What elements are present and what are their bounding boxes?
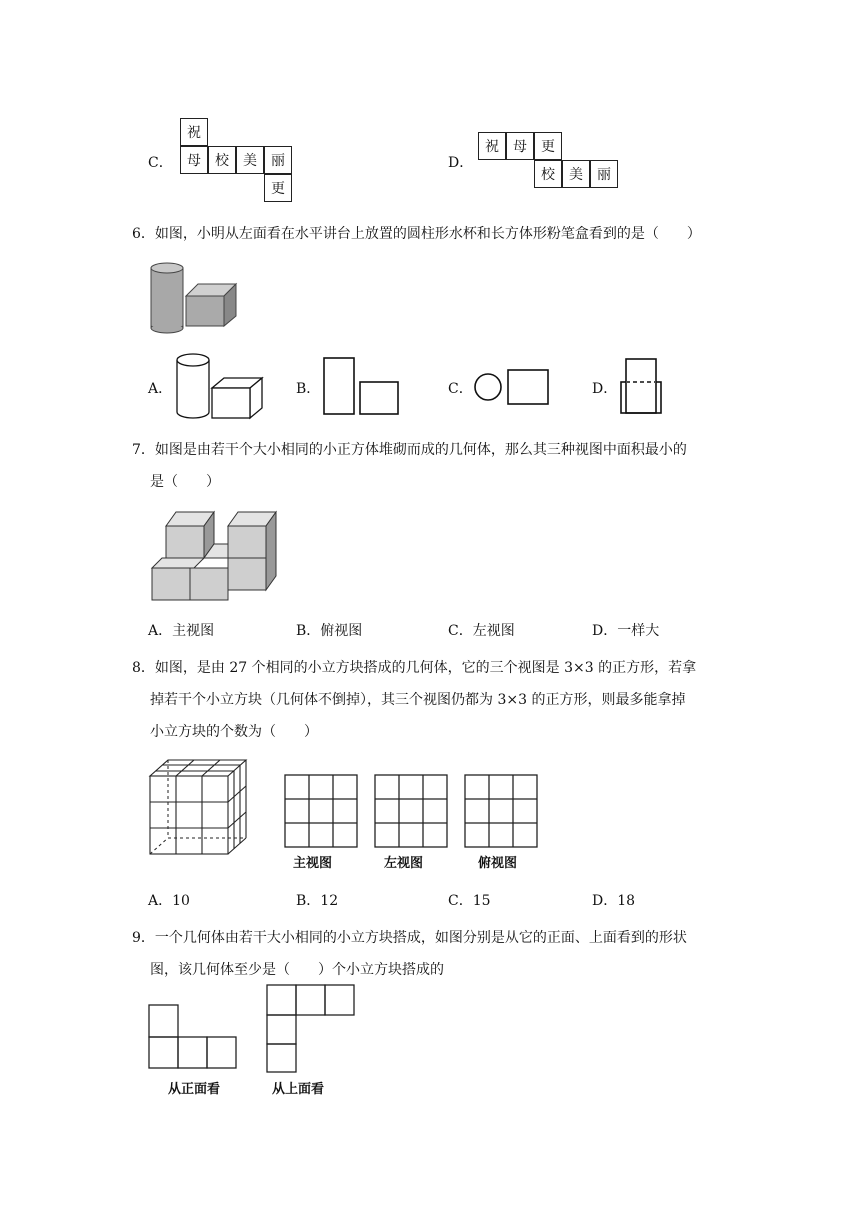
q8-cube-figure — [146, 758, 252, 858]
q8-stem-line3: 小立方块的个数为（ ） — [150, 724, 318, 740]
net-cell: 更 — [264, 174, 292, 202]
net-cell: 丽 — [590, 160, 618, 188]
q7-option-d: D．一样大 — [592, 623, 660, 639]
q6-option-c-label: C． — [448, 381, 473, 397]
q6-option-b-label: B． — [296, 381, 321, 397]
net-cell: 丽 — [264, 146, 292, 174]
q7-figure — [148, 506, 280, 602]
q7-stem-line1: 7．如图是由若干个大小相同的小正方体堆砌而成的几何体，那么其三种视图中面积最小的 — [132, 442, 687, 458]
q8-stem-line1: 8．如图，是由 27 个相同的小立方块搭成的几何体，它的三个视图是 3×3 的正方形，若拿 — [132, 660, 697, 676]
q8-left-view-grid — [374, 774, 448, 848]
net-cell: 更 — [534, 132, 562, 160]
q8-stem-line2: 掉若干个小立方块（几何体不倒掉），其三个视图仍都为 3×3 的正方形，则最多能拿掉 — [150, 692, 686, 708]
q9-front-view — [148, 1004, 240, 1070]
q8-option-c: C．15 — [448, 893, 491, 909]
net-cell: 校 — [208, 146, 236, 174]
q6-option-b-figure — [320, 356, 402, 416]
net-cell: 校 — [534, 160, 562, 188]
q8-option-a: A．10 — [148, 893, 190, 909]
q5-option-d-label: D． — [448, 155, 474, 171]
q9-stem-line1: 9．一个几何体由若干大小相同的小立方块搭成，如图分别是从它的正面、上面看到的形状 — [132, 930, 687, 946]
q6-option-a-figure — [172, 350, 264, 422]
net-cell: 母 — [506, 132, 534, 160]
q9-top-view-label: 从上面看 — [272, 1082, 325, 1097]
q9-top-view — [266, 984, 356, 1074]
q6-figure — [148, 258, 248, 333]
q5-option-c-label: C． — [148, 155, 173, 171]
q7-option-b: B．俯视图 — [296, 623, 363, 639]
q6-option-a-label: A． — [148, 381, 173, 397]
q7-option-a: A．主视图 — [148, 623, 215, 639]
q8-top-view-grid — [464, 774, 538, 848]
q7-stem-line2: 是（ ） — [150, 474, 220, 490]
q6-option-d-label: D． — [592, 381, 618, 397]
q6-option-c-figure — [472, 366, 552, 406]
net-cell: 祝 — [180, 118, 208, 146]
q6-stem: 6．如图，小明从左面看在水平讲台上放置的圆柱形水杯和长方体形粉笔盒看到的是（ ） — [132, 226, 701, 242]
net-cell: 美 — [562, 160, 590, 188]
net-cell: 美 — [236, 146, 264, 174]
q6-option-d-figure — [618, 356, 668, 416]
q9-stem-line2: 图，该几何体至少是（ ）个小立方块搭成的 — [150, 962, 444, 978]
q8-top-view-label: 俯视图 — [478, 856, 518, 871]
q8-front-view-grid — [284, 774, 358, 848]
net-cell: 祝 — [478, 132, 506, 160]
q8-option-b: B．12 — [296, 893, 339, 909]
q8-left-view-label: 左视图 — [384, 856, 424, 871]
q9-front-view-label: 从正面看 — [168, 1082, 221, 1097]
net-cell: 母 — [180, 146, 208, 174]
q8-front-view-label: 主视图 — [293, 856, 333, 871]
q7-option-c: C．左视图 — [448, 623, 515, 639]
q8-option-d: D．18 — [592, 893, 636, 909]
